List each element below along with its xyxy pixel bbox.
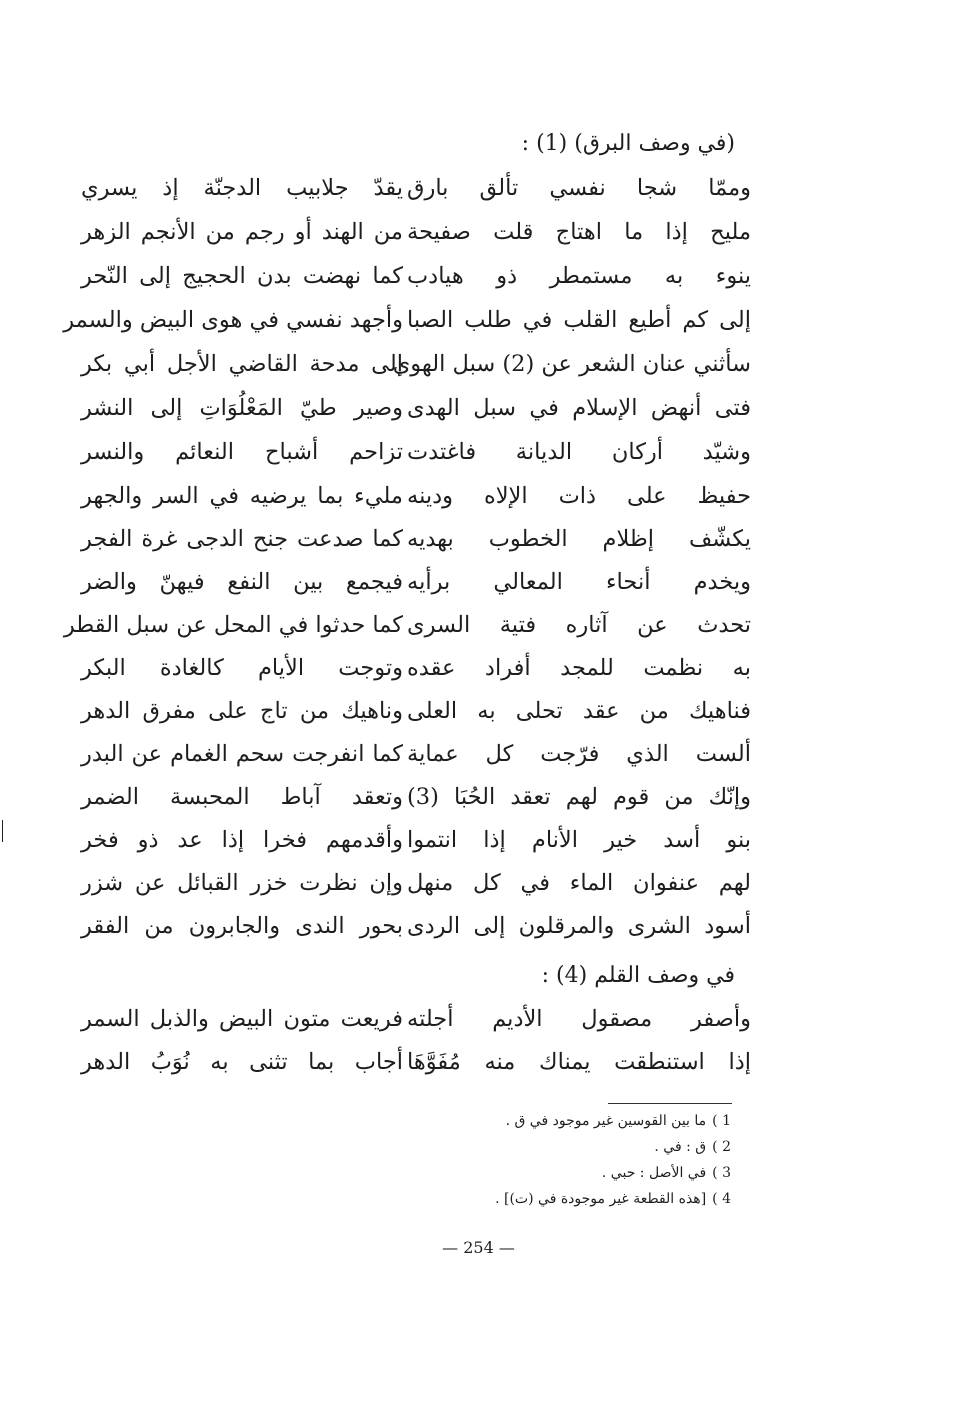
footnote (495, 1192, 731, 1206)
first-hemistich: يكشّف إظلام الخطوب بهديه (407, 526, 751, 552)
footnote-text: ما بين القوسين غير موجود في ق . (505, 1113, 707, 1129)
second-hemistich: من الهند أو رجم من الأنجم الزهر (81, 219, 403, 245)
verse (0, 909, 957, 943)
footnote-number: 1 ) (712, 1113, 731, 1129)
second-hemistich: وصير طيّ المَعْلُوَاتِ إلى النشر (81, 395, 403, 421)
section-heading-lightning: (في وصف البرق) (1) : (521, 131, 735, 156)
second-hemistich: كما نهضت بدن الحجيج إلى النّحر (81, 263, 403, 289)
second-hemistich: إلى مدحة القاضي الأجل أبي بكر (81, 351, 403, 377)
footnote-text: ق : في . (654, 1139, 707, 1155)
first-hemistich: حفيظ على ذات الإلاه ودينه (407, 483, 751, 509)
footnote-rule (608, 1103, 732, 1104)
verse (0, 347, 957, 381)
second-hemistich: كما انفرجت سحم الغمام عن البدر (81, 741, 403, 767)
second-hemistich: يقدّ جلابيب الدجنّة إذ يسري (81, 175, 403, 201)
second-hemistich: فريعت متون البيض والذبل السمر (81, 1006, 403, 1032)
verse (0, 303, 957, 337)
verse (0, 435, 957, 469)
section-heading-pen: في وصف القلم (4) : (541, 963, 735, 988)
first-hemistich: فتى أنهض الإسلام في سبل الهدى (407, 395, 751, 421)
first-hemistich: ألست الذي فرّجت كل عماية (407, 741, 751, 767)
verse (0, 391, 957, 425)
footnote (506, 1114, 731, 1128)
second-hemistich: وأجهد نفسي في هوى البيض والسمر (63, 307, 403, 333)
first-hemistich: إلى كم أطيع القلب في طلب الصبا (407, 307, 751, 333)
second-hemistich: مليء بما يرضيه في السر والجهر (81, 483, 403, 509)
footnote (602, 1166, 731, 1180)
first-hemistich: به نظمت للمجد أفراد عقده (407, 655, 751, 681)
footnote-number: 4 ) (712, 1191, 731, 1207)
first-hemistich: ويخدم أنحاء المعالي برأيه (407, 569, 751, 595)
first-hemistich: وإنّك من قوم لهم تعقد الحُبَا (3) (407, 784, 751, 810)
page-number: — 254 — (442, 1238, 515, 1257)
footnote-text: [هذه القطعة غير موجودة في (ت)] . (495, 1191, 707, 1207)
verse (0, 694, 957, 728)
second-hemistich: كما صدعت جنح الدجى غرة الفجر (81, 526, 403, 552)
first-hemistich: تحدث عن آثاره فتية السرى (407, 612, 751, 638)
first-hemistich: أسود الشرى والمرقلون إلى الردى (407, 913, 751, 939)
verse (0, 651, 957, 685)
second-hemistich: تزاحم أشباح النعائم والنسر (81, 439, 403, 465)
margin-mark (2, 820, 3, 842)
verse (0, 780, 957, 814)
first-hemistich: وشيّد أركان الديانة فاغتدت (407, 439, 751, 465)
second-hemistich: فيجمع بين النفع فيهنّ والضر (81, 569, 403, 595)
first-hemistich: مليح إذا ما اهتاج قلت صفيحة (407, 219, 751, 245)
footnote-number: 2 ) (712, 1139, 731, 1155)
footnote-text: في الأصل : حبي . (601, 1165, 707, 1181)
second-hemistich: وتوجت الأيام كالغادة البكر (81, 655, 403, 681)
footnote (654, 1140, 731, 1154)
second-hemistich: وتعقد آباط المحبسة الضمر (81, 784, 403, 810)
verse (0, 866, 957, 900)
first-hemistich: ينوء به مستمطر ذو هيادب (407, 263, 751, 289)
first-hemistich: سأثني عنان الشعر عن (2) سبل الهوى (392, 351, 751, 377)
first-hemistich: وممّا شجا نفسي تألق بارق (407, 175, 751, 201)
first-hemistich: وأصفر مصقول الأديم أجلته (407, 1006, 751, 1032)
second-hemistich: أجاب بما تثنى به نُوَبُ الدهر (81, 1049, 403, 1075)
second-hemistich: كما حدثوا في المحل عن سبل القطر (63, 612, 403, 638)
first-hemistich: بنو أسد خير الأنام إذا انتموا (407, 827, 751, 853)
verse (0, 823, 957, 857)
verse (0, 1045, 957, 1079)
verse (0, 1002, 957, 1036)
verse (0, 608, 957, 642)
verse (0, 259, 957, 293)
verse (0, 522, 957, 556)
verse (0, 479, 957, 513)
second-hemistich: وأقدمهم فخرا إذا عد ذو فخر (81, 827, 403, 853)
verse (0, 565, 957, 599)
first-hemistich: لهم عنفوان الماء في كل منهل (407, 870, 751, 896)
second-hemistich: بحور الندى والجابرون من الفقر (81, 913, 403, 939)
second-hemistich: وناهيك من تاج على مفرق الدهر (81, 698, 403, 724)
footnote-number: 3 ) (712, 1165, 731, 1181)
first-hemistich: فناهيك من عقد تحلى به العلى (407, 698, 751, 724)
first-hemistich: إذا استنطقت يمناك منه مُفَوَّهَا (407, 1049, 751, 1075)
second-hemistich: وإن نظرت خزر القبائل عن شزر (81, 870, 403, 896)
verse (0, 171, 957, 205)
verse (0, 737, 957, 771)
verse (0, 215, 957, 249)
